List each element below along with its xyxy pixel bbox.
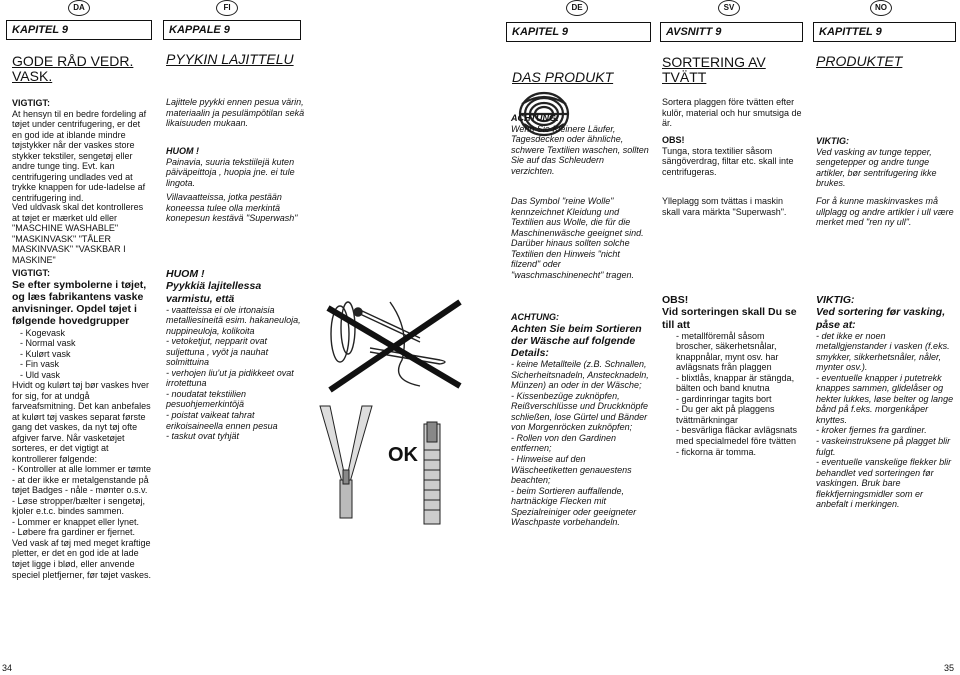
- da-vigtigt-2: [12, 268, 152, 580]
- sv-wool-text: Ylleplagg som tvättas i maskin skall vara märkta "Superwash".: [662, 196, 787, 217]
- sv-item-5: - besvärliga fläckar avlägsnats med specialmedel före tvätten: [676, 425, 798, 446]
- sv-obs-2: [662, 294, 802, 457]
- sv-item-1: - metallföremål såsom broscher, säkerhetsnålar, knappnålar, mynt osv. har avlägsnats från plaggen: [676, 330, 779, 373]
- no-viktig-2: [816, 294, 956, 510]
- fi-huom-1-body: Painavia, suuria tekstiilejä kuten päiväpeittoja , huopia jne. ei tule lingota.: [166, 156, 295, 188]
- no-item-2: - eventuelle knapper i putetrekk knappes sammen, glidelåser og hekter lukkes, løse belter og lange bånd på f.eks. morgenkåper knyttes.: [816, 372, 954, 425]
- page-number-left: 34: [2, 663, 13, 673]
- da-check-4: - Lommer er knappet eller lynet.: [12, 516, 140, 527]
- da-group-3: - Kulørt vask: [20, 348, 71, 359]
- sv-obs-1: [662, 135, 802, 177]
- fi-item-4: - noudatat tekstiilien pesuohjemerkintöjä: [166, 388, 247, 410]
- header-da: KAPITEL 9: [6, 20, 152, 40]
- da-check-5: - Løbere fra gardiner er fjernet.: [12, 527, 136, 538]
- badge-fi: FI: [216, 0, 238, 16]
- da-vigtigt-2-head: VIGTIGT:: [12, 268, 50, 278]
- sv-obs-2-head: OBS!: [662, 294, 689, 306]
- no-viktig-1: [816, 136, 956, 189]
- fi-huom-1: [166, 146, 306, 188]
- title-da: GODE RÅD VEDR. VASK.: [12, 53, 134, 84]
- da-group-5: - Uld vask: [20, 369, 61, 380]
- badge-de: DE: [566, 0, 588, 16]
- title-de: DAS PRODUKT: [512, 69, 614, 85]
- sv-intro: Sortera plaggen före tvätten efter kulör, material och hur smutsiga de är.: [662, 97, 802, 129]
- fi-wool-text: Villavaatteissa, jotka pestään koneessa tulee olla merkintä konepesun kestävä "Superwash": [166, 192, 298, 224]
- fi-item-5: - poistat vaikeat tahrat erikoisaineella ennen pesua: [166, 410, 278, 431]
- fi-huom-2-bold: Pyykkiä lajitellessa varmistu, että: [166, 280, 262, 305]
- fi-item-6: - taskut ovat tyhjät: [166, 431, 240, 442]
- de-achtung-1-body: Wenn Sie Kleinere Läufer, Tagesdecken oder ähnliche, schwere Textilien waschen, sollten Sie auf das Schleudern verzichten.: [511, 123, 649, 176]
- fi-huom-1-head: HUOM !: [166, 146, 199, 156]
- sv-item-2: - blixtlås, knappar är stängda, bälten och band knutna: [676, 372, 795, 394]
- de-achtung-2-head: ACHTUNG:: [511, 312, 559, 322]
- fi-item-2: - vetoketjut, nepparit ovat suljettuna , vyöt ja nauhat solmittuina: [166, 336, 269, 368]
- page-number-right: 35: [944, 663, 955, 673]
- header-fi: KAPPALE 9: [163, 20, 301, 40]
- da-check-2: - at der ikke er metalgenstande på tøjet Badges - nåle - mønter o.s.v.: [12, 474, 149, 496]
- header-no: KAPITTEL 9: [813, 22, 956, 42]
- badge-da: DA: [68, 0, 90, 16]
- da-check-3: - Løse stropper/bælter i sengetøj, kjoler e.t.c. bindes sammen.: [12, 495, 146, 517]
- de-achtung-2-bold: Achten Sie beim Sortieren der Wäsche auf folgende Details:: [511, 322, 642, 360]
- no-item-5: - eventuelle vanskelige flekker blir behandlet ved sorteringen før vaskingen. Bruk bare flekkfjerningsmidler som er anbefalt i merkingen.: [816, 457, 952, 510]
- badge-no: NO: [870, 0, 892, 16]
- da-vigtigt-2-bold: Se efter symbolerne i tøjet, og læs fabrikantens vaske anvisninger. Opdel tøjet i følgende hovedgrupper: [12, 278, 147, 328]
- no-item-4: - vaskeinstruksene på plagget blir fulgt.: [816, 436, 951, 457]
- sv-obs-2-bold: Vid sorteringen skall Du se till att: [662, 306, 797, 331]
- no-viktig-2-bold: Ved sortering før vasking, påse at:: [816, 306, 946, 331]
- sv-item-3: - gardinringar tagits bort: [676, 393, 772, 404]
- sv-obs-1-body: Tunga, stora textilier såsom sängöverdrag, filtar etc. skall inte centrifugeras.: [662, 145, 794, 177]
- fi-item-1: - vaatteissa ei ole irtonaisia metalliesineitä esim. hakaneuloja, nuppineuloja, kolikoita: [166, 304, 301, 336]
- fi-item-3: - verhojen liu'ut ja pidikkeet ovat irrotettuna: [166, 367, 294, 389]
- crossed-metal-items-icon: [310, 290, 480, 400]
- da-vigtigt-1-head: VIGTIGT:: [12, 98, 50, 108]
- da-final: Ved vask af tøj med meget kraftige pletter, er det en god ide at lade tøjet ligge i blød, eller anvende speciel pletfjerner, før tøjet vaskes.: [12, 537, 152, 580]
- zipper-open-icon: [316, 400, 376, 520]
- no-viktig-1-body: Ved vasking av tunge tepper, sengetepper og andre tunge artikler, bør sentrifugering ikke brukes.: [816, 146, 937, 189]
- de-item-2: - Kissenbezüge zuknöpfen, Reißverschlüsse und Druckknöpfe schließen, lose Gürtel und Bänder von Morgenröcken zuknöpfen;: [511, 390, 649, 433]
- ok-label: OK: [388, 444, 418, 466]
- da-rest: Hvidt og kulørt tøj bør vaskes hver for sig, for at undgå farveafsmitning. Det kan anbefales at kulørt tøj vaskes separat første gang det vaskes, da nyt tøj ofte afgiver farve. Når vasketøjet sorteres, er det vigtigt at kontrollerer følgende:: [12, 380, 151, 464]
- no-item-1: - det ikke er noen metallgjenstander i vasken (f.eks. smykker, sikkerhetsnåler, nåler, mynter osv.).: [816, 330, 950, 373]
- title-fi: PYYKIN LAJITTELU: [166, 51, 294, 67]
- de-item-1: - keine Metallteile (z.B. Schnallen, Sicherheitsnadeln, Anstecknadeln, Münzen) an oder in der Wäsche;: [511, 359, 649, 391]
- de-item-5: - beim Sortieren auffallende, hartnäckige Flecken mit Spezialreiniger oder geeigneter Waschpaste vorbehandeln.: [511, 485, 637, 528]
- no-viktig-2-head: VIKTIG:: [816, 294, 855, 306]
- de-wool-text: Das Symbol "reine Wolle" kennzeichnet Kleidung und Textilien aus Wolle, die für die Maschinenwäsche geeignet sind. Darüber hinaus sollten solche Textilien den Hinweis "nicht filzend" oder "waschmaschinenecht" tragen.: [511, 196, 644, 280]
- zipper-closed-icon: [410, 420, 454, 530]
- sv-item-6: - fickorna är tomma.: [676, 446, 757, 457]
- badge-sv: SV: [718, 0, 740, 16]
- da-care-text: Ved uldvask skal det kontrolleres at tøjet er mærket uld eller "MASCHINE WASHABLE" "MASKINVASK" "TÅLER MASKINVASK" "VASKBAR I MASKINE": [12, 202, 144, 265]
- da-group-2: - Normal vask: [20, 338, 76, 349]
- title-no: PRODUKTET: [816, 53, 903, 69]
- da-group-1: - Kogevask: [20, 327, 66, 338]
- de-item-3: - Rollen von den Gardinen entfernen;: [511, 432, 617, 454]
- no-wool-text: For å kunne maskinvaskes må ullplagg og andre artikler i ull være merket med "ren ny ull".: [816, 196, 954, 228]
- de-achtung-1-head: ACHTUNG:: [511, 113, 559, 123]
- no-viktig-1-head: VIKTIG:: [816, 136, 849, 146]
- de-achtung-1: [511, 113, 649, 176]
- title-sv: SORTERING AV TVÄTT: [662, 54, 766, 85]
- fi-huom-2: [166, 268, 306, 442]
- da-group-4: - Fin vask: [20, 359, 60, 370]
- fi-huom-2-head: HUOM !: [166, 268, 205, 280]
- sv-item-4: - Du ger akt på plaggens tvättmärkningar: [676, 404, 775, 425]
- de-item-4: - Hinweise auf den Wäscheetiketten genauestens beachten;: [511, 454, 632, 486]
- da-check-1: - Kontroller at alle lommer er tømte: [12, 464, 152, 475]
- fi-intro: Lajittele pyykki ennen pesua värin, materiaalin ja pesulämpötilan sekä likaisuuden mukaan.: [166, 97, 305, 129]
- header-de: KAPITEL 9: [506, 22, 651, 42]
- header-sv: AVSNITT 9: [660, 22, 803, 42]
- no-item-3: - kroker fjernes fra gardiner.: [816, 425, 927, 436]
- da-vigtigt-1-body: At hensyn til en bedre fordeling af tøjet under centrifugering, er det en god ide at iblande mindre tøjstykker når der vaskes store stykker tekstiler, sengetøj eller andre tunge ting. Evt. kan centrifugering undlades ved at trykke knappen for ude-ladelse af centrifugering ind.: [12, 108, 147, 203]
- sv-obs-1-head: OBS!: [662, 135, 685, 145]
- da-vigtigt-1: [12, 98, 152, 203]
- de-achtung-2: [511, 312, 649, 528]
